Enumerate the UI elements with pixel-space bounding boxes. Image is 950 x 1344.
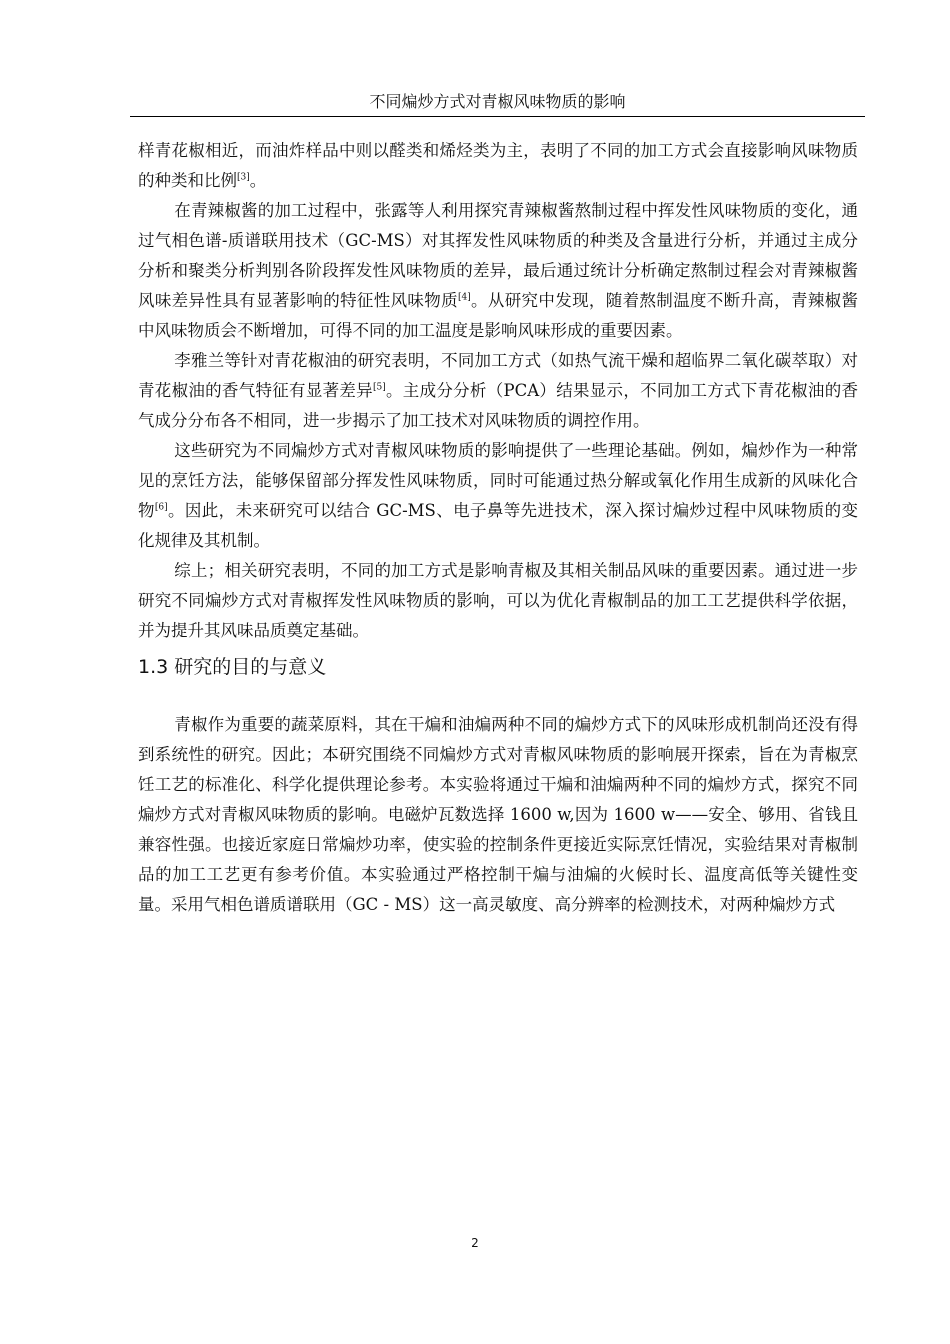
- section-paragraph: 青椒作为重要的蔬菜原料，其在干煸和油煸两种不同的煸炒方式下的风味形成机制尚还没有得到系统性的研究。因此；本研究围绕不同煸炒方式对青椒风味物质的影响展开探索，旨在为青椒烹饪工艺的标准化、科学化提供理论参考。本实验将通过干煸和油煸两种不同的煸炒方式，探究不同煸炒方式对青椒风味物质的影响。电磁炉瓦数选择 1600 w,因为 1600 w——安全、够用、省钱且兼容性强。也接近家庭日常煸炒功率，使实验的控制条件更接近实际烹饪情况，实验结果对青椒制品的加工工艺更有参考价值。本实验通过严格控制干煸与油煸的火候时长、温度高低等关键性变量。采用气相色谱质谱联用（GC - MS）这一高灵敏度、高分辨率的检测技术，对两种煸炒方式: [138, 715, 858, 914]
- citation-ref: [6]: [154, 502, 168, 513]
- citation-ref: [3]: [237, 172, 250, 183]
- paragraph-2: 在青辣椒酱的加工过程中，张露等人利用探究青辣椒酱熬制过程中挥发性风味物质的变化，通过气相色谱-质谱联用技术（GC-MS）对其挥发性风味物质的种类及含量进行分析，并通过主成分分析和聚类分析判别各阶段挥发性风味物质的差异，最后通过统计分析确定熬制过程会对青辣椒酱风味差异性具有显著影响的特征性风味物质[4]。从研究中发现，随着熬制温度不断升高，青辣椒酱中风味物质会不断增加，可得不同的加工温度是影响风味形成的重要因素。: [138, 201, 859, 340]
- paragraph-3: 李雅兰等针对青花椒油的研究表明，不同加工方式（如热气流干燥和超临界二氧化碳萃取）对青花椒油的香气特征有显著差异[5]。主成分分析（PCA）结果显示，不同加工方式下青花椒油的香气成分分布各不相同，进一步揭示了加工技术对风味物质的调控作用。: [138, 351, 858, 430]
- paragraph-1: 样青花椒相近，而油炸样品中则以醛类和烯烃类为主，表明了不同的加工方式会直接影响风味物质的种类和比例[3]。: [138, 141, 858, 190]
- running-header: 不同煸炒方式对青椒风味物质的影响: [130, 92, 865, 117]
- citation-ref: [5]: [372, 382, 386, 393]
- page-number: 2: [471, 1236, 479, 1250]
- section-heading: 1.3 研究的目的与意义: [138, 656, 327, 678]
- citation-ref: [4]: [457, 292, 471, 303]
- paragraph-5: 综上；相关研究表明，不同的加工方式是影响青椒及其相关制品风味的重要因素。通过进一步研究不同煸炒方式对青椒挥发性风味物质的影响，可以为优化青椒制品的加工工艺提供科学依据，并为提升其风味品质奠定基础。: [138, 561, 858, 640]
- body-text: [138, 136, 858, 920]
- paragraph-4: 这些研究为不同煸炒方式对青椒风味物质的影响提供了一些理论基础。例如，煸炒作为一种常见的烹饪方法，能够保留部分挥发性风味物质，同时可能通过热分解或氧化作用生成新的风味化合物[6]。因此，未来研究可以结合 GC-MS、电子鼻等先进技术，深入探讨煸炒过程中风味物质的变化规律及其机制。: [138, 441, 859, 550]
